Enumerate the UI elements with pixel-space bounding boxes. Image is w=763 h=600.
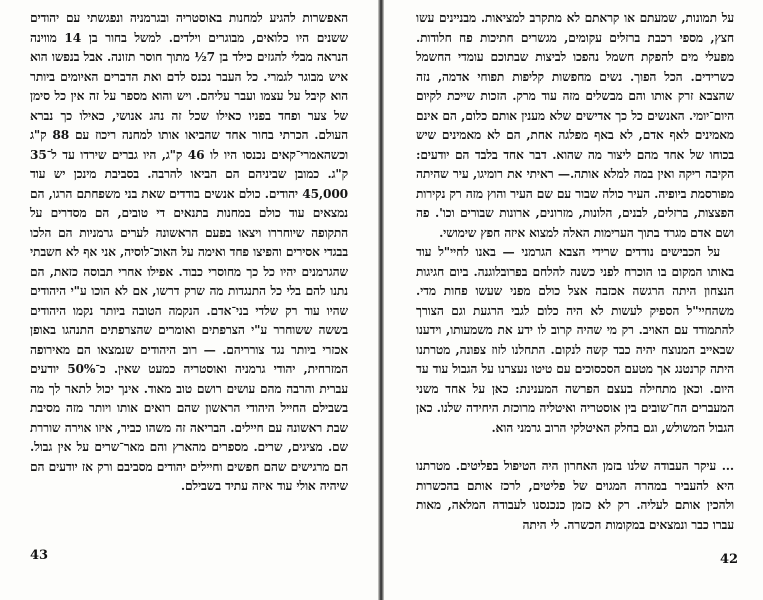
section-gap bbox=[416, 438, 734, 457]
paragraph: ... עיקר העבודה שלנו בזמן האחרון היה הטיפול בפליטים. מטרתנו היא להעביר במהרה המגוים של פליטים, לרכז אותם בהכשרות ולהכין אותם לעליה. רק לא כזמן כנכנסנו לעבודה המלאה, מאות עברו כבר ונמצאים במקומות הכשרה. לי היתה bbox=[416, 459, 734, 532]
right-page-text bbox=[416, 9, 734, 535]
page-number-right: 42 bbox=[720, 552, 739, 567]
paragraph: על תמונות, שמעתם או קראתם לא מתקרב למציאות. מבניינים עשו חצץ, מספי רכבת ברזלים עקומים, מגשרים חתיכות פח חלודות. מפעלי מים להפקת חשמל נהפכו לביצות שבתוכם עומדי החשמל כשרידים. הכל הפוך. נשים מחפשות קליפות תפוחי אדמה, נזה שהצבא זרק אותו והם מבשלים מזה עוד מרק. הזכות שייכת לקיום היום־יומי. האנשים כל כך אדישים שלא מענין אותם כלום, הם אינם מאמינים לאף אדם, לא באף מפלגה אחת, הם לא מאמינים שיש בכוחו של אחד מהם ליצור מה שהוא. דבר אחד בלבד הם יודעים: הקיבה ריקה ואין במה למלא אותה.— ראיתי את רומיגו, עיר שהיתה מפורסמת ביופיה. העיר כולה שבור עם שם העיר והוץ מזה רק נקירות הפצצות, ברזלים, לבנים, הלונות, מזרונים, ארונות שבורים וכו'. פה ושם אדם מגרד בתוך הערימות האלה למצוא איזה חפץ שימושי. bbox=[416, 11, 734, 240]
right-page bbox=[382, 0, 763, 600]
left-page-text bbox=[30, 9, 348, 497]
left-page bbox=[0, 0, 381, 600]
paragraph: האפשרות להגיע למחנות באוסטריה ובגרמניה ונפגשתי עם יהודים ששנים היו כלואים, מבוגרים וילדים. למשל בחור בן 14 מווינה הנראה מבלי להגזים כילד בן 7½ מתוך חוסר תזונה. אבל בנפשו הוא איש מבוגר לגמרי. כל העבר נכנס לדם ואת הדברים האיומים ביותר הוא קיבל על עצמו ועבר עליהם. ויש והוא מספר על זה אין כל סימן של צער ופחד בפניו כאילו שכל זה נהג אנושי, כאילו כך נברא העולם. הכרתי בחור אחד שהביאו אותו למחנה ריכוז עם 88 ק"ג וכשהאמרי־קאים נכנסו היו לו 46 ק"ג, היו גברים שירדו עד ל־35 ק"ג. כמובן שביניהם הם הביאו להרבה. בסביבת מינכן יש עוד 45,000 יהודים. כולם אנשים בודדים שאת בני משפחתם הרגו, הם נמצאים עוד כולם במחנות בתנאים די טובים, הם מסדרים על התקופה שיוחררו ויצאו בפעם הראשונה לערים גרמניות הם הלכו בבגדי אסירים והפיצו פחד ואימה על האוכ־לוסיה, אני אף לא חשבתי שהגרמנים יהיו כל כך מחוסרי כבוד. אפילו אחרי תבוסה כזאת, הם נתנו להם בלי כל התנגדות מה שרק דרשו, אם לא הוכו ע"י היהודים שהיו עוד רק שלדי בני־אדם. הנקמה הטובה ביותר נקמו היהודים בששה ששוחרר ע"י הצרפתים ואומרים שהצרפתים התנהגו באופן אכזרי ביותר נגד צורריהם. — רוב היהודים שנמצאו הם מאירופה המזרחית, יהודי גרמניה ואוסטריה כמעט שאין. כ־50% יודעים עברית והרבה מהם עושים רושם טוב מאוד. אינך יכול לתאר לך מה בשבילם החייל היהודי הראשון שהם רואים אותו ויותר מזה מסיבת שבת ראשונה עם חיילים. הבריאה זה משהו כביר, איזו אוירה שוררת שם. מציגים, שרים. מספרים מהארץ והם מאר־שרים על אין גבול. הם מרגישים שהם חפשים וחיילים יהודים מסביבם ורק אז יודעים הם שיהיה אולי עוד איזה עתיד בשבילם. bbox=[30, 11, 348, 493]
page-number-left: 43 bbox=[30, 548, 49, 563]
paragraph: על הכבישים נודדים שרידי הצבא הגרמני — באנו לחיי"ל עוד באותו המקום בו הוכרח לפני כשנה להלחם בפרובלוגנה. ביום חגיגות הנצחון היתה הרגשה אכזבה אצל כולם מפני שעשו פחות מדי. משהחיי"ל הספיק לעשות לא היה כלום לגבי הרגעת וגם הצורך להתמודד עם האויב. רק מי שהיה קרוב לו ידע את משמעותו, וידענו שבאייב המנוצח יהיה כבד קשה לנקום. התחלנו לזוז צפונה, מטרתנו היתה קרנטנג אך מטעם הסכסוכים עם טיטו נעצרנו על הגבול עוד עד היום. וכאן מתחילה בעצם הפרשה המענינת: כאן על אחד משני המעברים הח־שובים בין אוסטריה ואיטליה מרוכזת היחידה שלנו. כאן הגבול המשולש, וגם בחלק האיטלקי הרוב גרמני הוא. bbox=[416, 245, 734, 435]
